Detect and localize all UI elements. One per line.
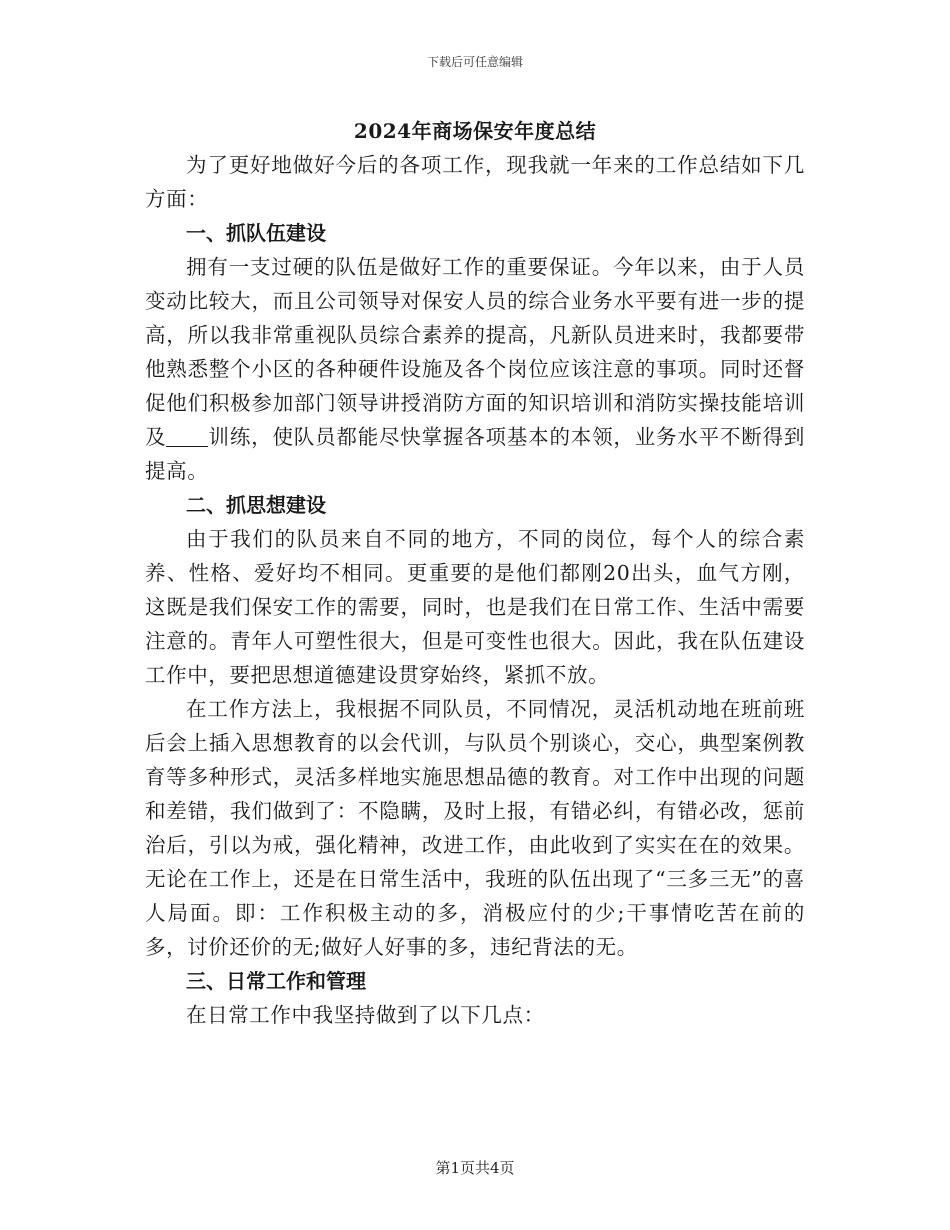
- intro-paragraph: 为了更好地做好今后的各项工作，现我就一年来的工作总结如下几方面：: [145, 153, 805, 211]
- fill-blank: [166, 426, 208, 447]
- daily-paragraph-1: 在日常工作中我坚持做到了以下几点：: [186, 1003, 545, 1027]
- team-paragraph-part-1: 拥有一支过硬的队伍是做好工作的重要保证。今年以来，由于人员变动比较大，而且公司领导对保安人员的综合业务水平要有进一步的提高，所以我非常重视队员综合素养的提高，凡新队员进来时，我都要带他熟悉整个小区的各种硬件设施及各个岗位应该注意的事项。同时还督促他们积极参加部门领导讲授消防方面的知识培训和消防实操技能培训及: [145, 255, 805, 449]
- team-paragraph-part-2: 训练，使队员都能尽快掌握各项基本的本领，业务水平不断得到提高。: [145, 425, 805, 483]
- thought-paragraph-2: 在工作方法上，我根据不同队员，不同情况，灵活机动地在班前班后会上插入思想教育的以会代训，与队员个别谈心，交心，典型案例教育等多种形式，灵活多样地实施思想品德的教育。对工作中出现的问题和差错，我们做到了：不隐瞒，及时上报，有错必纠，有错必改，惩前治后，引以为戒，强化精神，改进工作，由此收到了实实在在的效果。无论在工作上，还是在日常生活中，我班的队伍出现了“三多三无”的喜人局面。即：工作积极主动的多，消极应付的少;干事情吃苦在前的多，讨价还价的无;做好人好事的多，违纪背法的无。: [145, 697, 805, 959]
- page-number: 第1页共4页: [435, 1159, 515, 1177]
- team-paragraph: [145, 250, 805, 488]
- section-heading-thought: 二、抓思想建设: [186, 493, 326, 517]
- section-heading-team: 一、抓队伍建设: [186, 221, 326, 245]
- document-title: 2024年商场保安年度总结: [353, 119, 597, 143]
- document-body: [145, 148, 805, 1032]
- section-heading-daily: 三、日常工作和管理: [186, 969, 366, 993]
- page-header-note: 下载后可任意编辑: [426, 55, 523, 69]
- thought-paragraph-1: 由于我们的队员来自不同的地方，不同的岗位，每个人的综合素养、性格、爱好均不相同。更重要的是他们都刚20出头，血气方刚，这既是我们保安工作的需要，同时，也是我们在日常工作、生活中需要注意的。青年人可塑性很大，但是可变性也很大。因此，我在队伍建设工作中，要把思想道德建设贯穿始终，紧抓不放。: [145, 527, 805, 687]
